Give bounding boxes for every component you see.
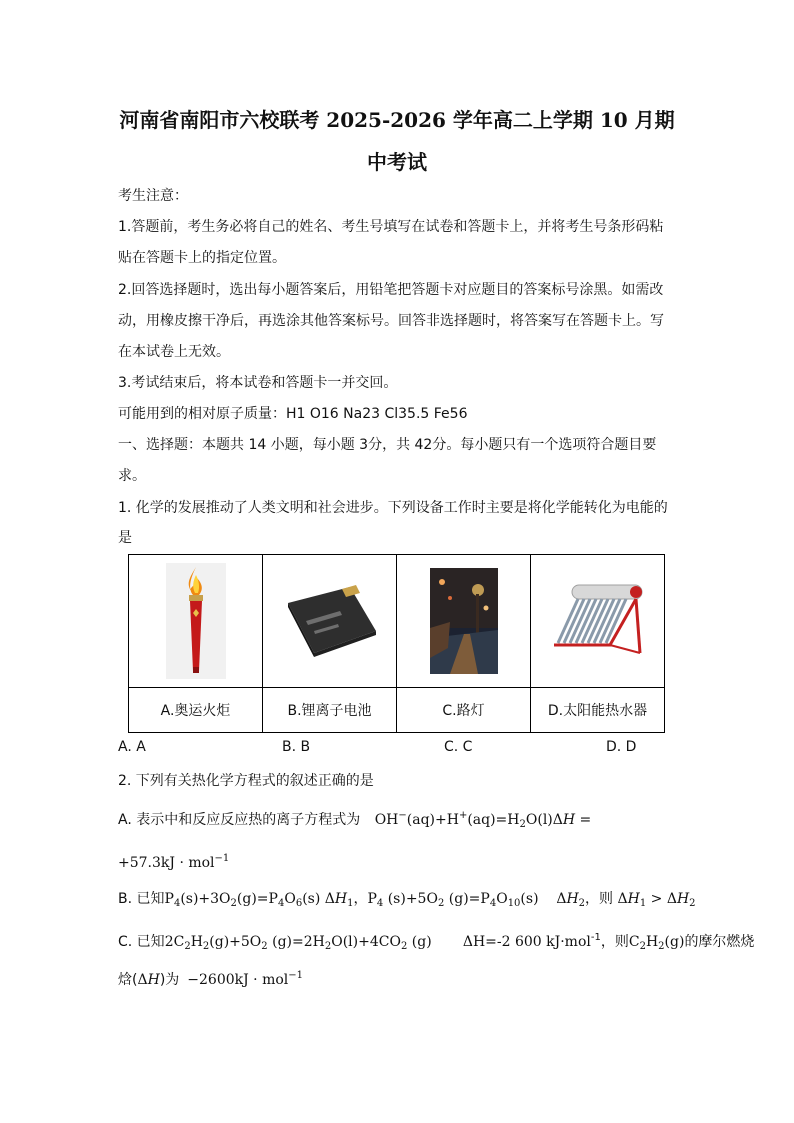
q2-option-c-mid2: 的摩尔燃烧 xyxy=(684,934,755,950)
q2-option-a-text: A. 表示中和反应反应热的离子方程式为 xyxy=(118,812,361,828)
q2-option-a-equation: $OH^-(aq)+H^+(aq)=H_2O(l)\Delta H$ = xyxy=(374,810,592,830)
q1-stem-line2: 是 xyxy=(118,530,132,546)
option-b-image-cell xyxy=(263,555,397,688)
q2-option-c-value-exp: −1 xyxy=(288,970,304,981)
notice-line-3: 2.回答选择题时，选出每小题答案后，用铅笔把答题卡对应题目的答案标号涂黑。如需改 xyxy=(118,282,664,298)
q1-choice-a: A. A xyxy=(118,739,146,755)
battery-icon xyxy=(280,581,380,661)
notice-line-6: 3.考试结束后，将本试卷和答题卡一并交回。 xyxy=(118,375,398,391)
q2-option-b: B. 已知$P_4(s)+3O_2(g)=P_4O_6(s)$ $\Delta H_1$，$P_4$ $(s)+5O_2$ $(g)=P_4O_{10}(s)$ $\Delta H_2$，则 $\Delta H_1 > \Delta H_2$ xyxy=(118,891,696,909)
q2-option-c-dh: ΔH=-2 600 kJ·mol xyxy=(462,934,591,950)
q2-option-a-exp: −1 xyxy=(214,853,230,864)
street-lamp-icon xyxy=(430,568,498,674)
option-c-caption: C.路灯 xyxy=(397,688,531,733)
notice-line-5: 在本试卷上无效。 xyxy=(118,344,230,360)
q2-option-b-then: ，则 xyxy=(585,891,614,907)
q1-stem-line1: 1. 化学的发展推动了人类文明和社会进步。下列设备工作时主要是将化学能转化为电能的 xyxy=(118,500,668,516)
section-header-line1: 一、选择题：本题共 14 小题，每小题 3分，共 42分。每小题只有一个选项符合题目要 xyxy=(118,437,657,453)
solar-water-heater-icon xyxy=(550,581,646,661)
q2-option-c-mid: ，则 xyxy=(600,934,629,950)
q1-choice-c: C. C xyxy=(444,739,473,755)
option-a-image-cell xyxy=(129,555,263,688)
atomic-masses: 可能用到的相对原子质量：H1 O16 Na23 Cl35.5 Fe56 xyxy=(118,406,468,422)
q2-option-b-sep: ， xyxy=(353,891,368,907)
q1-options-table xyxy=(128,554,665,733)
notice-line-1: 1.答题前，考生务必将自己的姓名、考生号填写在试卷和答题卡上，并将考生号条形码粘 xyxy=(118,219,664,235)
notice-line-2: 贴在答题卡上的指定位置。 xyxy=(118,250,286,266)
q2-option-b-prefix: B. 已知 xyxy=(118,891,165,907)
q1-choice-b: B. B xyxy=(282,739,311,755)
q2-stem: 2. 下列有关热化学方程式的叙述正确的是 xyxy=(118,773,374,789)
q2-option-a-line2 xyxy=(118,849,229,873)
page-title-line1: 河南省南阳市六校联考 2025-2026 学年高二上学期 10 月期 xyxy=(119,108,675,132)
option-a-caption: A.奥运火炬 xyxy=(129,688,263,733)
section-header-line2: 求。 xyxy=(118,468,146,484)
q2-option-a-value: +57.3kJ · mol xyxy=(118,855,215,871)
q2-option-c-line2: 焓(ΔH)为 −2600kJ · mol$^{-1}$ xyxy=(118,970,304,988)
q2-option-c-prefix: C. 已知 xyxy=(118,934,165,950)
option-b-caption: B.锂离子电池 xyxy=(263,688,397,733)
option-d-caption: D.太阳能热水器 xyxy=(531,688,665,733)
q2-option-c-value: −2600kJ · mol xyxy=(187,972,289,988)
q2-option-c-line2a: 焓( xyxy=(118,972,138,988)
page-title-line2: 中考试 xyxy=(367,150,427,174)
torch-icon xyxy=(166,563,226,679)
option-d-image-cell xyxy=(531,555,665,688)
notice-header: 考生注意： xyxy=(118,188,188,204)
option-c-image-cell xyxy=(397,555,531,688)
q2-option-c-line2b: )为 xyxy=(159,972,180,988)
q1-choice-d: D. D xyxy=(606,739,637,755)
q2-option-a-line1 xyxy=(118,806,591,835)
notice-line-4: 动，用橡皮擦干净后，再选涂其他答案标号。回答非选择题时，将答案写在答题卡上。写 xyxy=(118,313,664,329)
q2-option-c-dh-exp: -1 xyxy=(590,932,601,943)
q2-option-c-line1: C. 已知$2C_2H_2(g)+5O_2$ $(g)=2H_2O(l)+4CO_2$ (g) ΔH=-2 600 kJ·mol$^{-1}$，则$C_2H_2(g)$的摩尔燃烧 xyxy=(118,932,755,952)
